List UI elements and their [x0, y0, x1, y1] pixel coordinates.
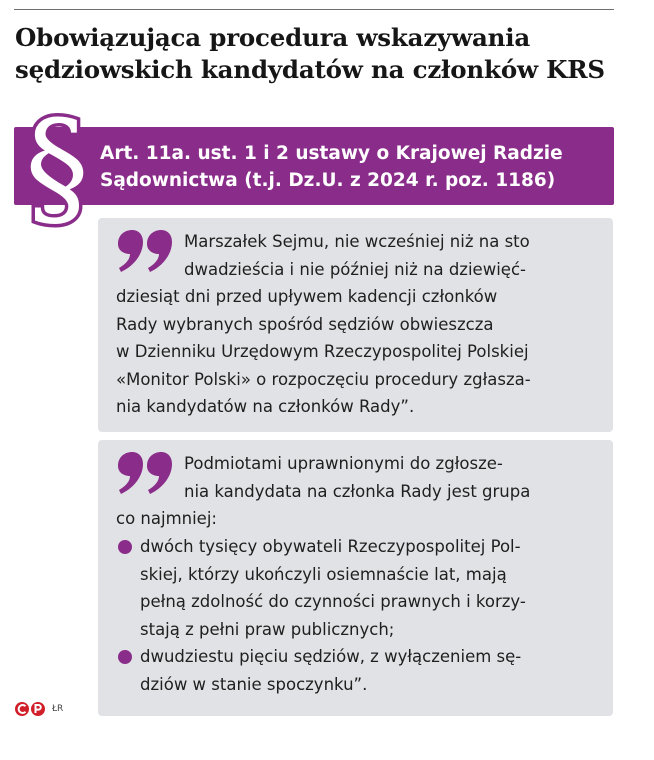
quote-box-2	[98, 440, 613, 716]
bullet-dot	[118, 650, 132, 664]
bullet-line: skiej, którzy ukończyli osiemnaście lat, mają	[140, 564, 507, 584]
top-divider	[14, 9, 614, 10]
banner-line: Sądownictwa (t.j. Dz.U. z 2024 r. poz. 1186)	[100, 170, 556, 191]
quote-line: «Monitor Polski» o rozpoczęciu procedury zgłasza-	[116, 369, 531, 389]
quote-box-1	[98, 218, 613, 432]
banner-title	[100, 140, 610, 194]
bullet-dot	[118, 540, 132, 554]
bullet-line: dwudziestu pięciu sędziów, z wyłączeniem sę-	[140, 647, 522, 666]
quote-text	[116, 505, 217, 533]
paragraph-icon	[18, 100, 96, 240]
quote-text	[116, 283, 531, 421]
bullet-text	[140, 643, 521, 698]
quote-line: nia kandydata na członka Rady jest grupa	[184, 481, 531, 501]
title-line: Obowiązująca procedura wskazywania	[15, 23, 531, 52]
quote-line: dwadzieścia i nie później niż na dziewięć-	[184, 259, 526, 279]
quote-text	[184, 450, 530, 505]
logo-icon	[14, 701, 46, 717]
quote-icon	[116, 452, 174, 494]
quote-line: Marszałek Sejmu, nie wcześniej niż na sto	[184, 232, 530, 251]
author-credit: ŁR	[52, 704, 64, 714]
quote-line: Podmiotami uprawnionymi do zgłosze-	[184, 454, 503, 473]
bullet-line: dwóch tysięcy obywateli Rzeczypospolitej Pol-	[140, 537, 521, 556]
quote-line: co najmniej:	[116, 509, 217, 528]
bullet-text	[140, 533, 526, 643]
quote-line: Rady wybranych spośród sędziów obwieszcza	[116, 314, 494, 334]
quote-text	[184, 228, 530, 283]
page-title	[15, 22, 615, 86]
quote-line: w Dzienniku Urzędowym Rzeczypospolitej Polskiej	[116, 342, 529, 361]
quote-icon	[116, 230, 174, 272]
bullet-line: pełną zdolność do czynności prawnych i korzy-	[140, 592, 526, 611]
svg-text:§: §	[25, 100, 89, 240]
banner-line: Art. 11a. ust. 1 i 2 ustawy o Krajowej Radzie	[100, 143, 563, 164]
quote-line: dziesiąt dni przed upływem kadencji członków	[116, 287, 498, 306]
quote-line: nia kandydatów na członków Rady”.	[116, 397, 415, 416]
title-line: sędziowskich kandydatów na członków KRS	[15, 55, 605, 84]
bullet-line: dziów w stanie spoczynku”.	[140, 674, 368, 694]
bullet-line: stają z pełni praw publicznych;	[140, 619, 395, 639]
